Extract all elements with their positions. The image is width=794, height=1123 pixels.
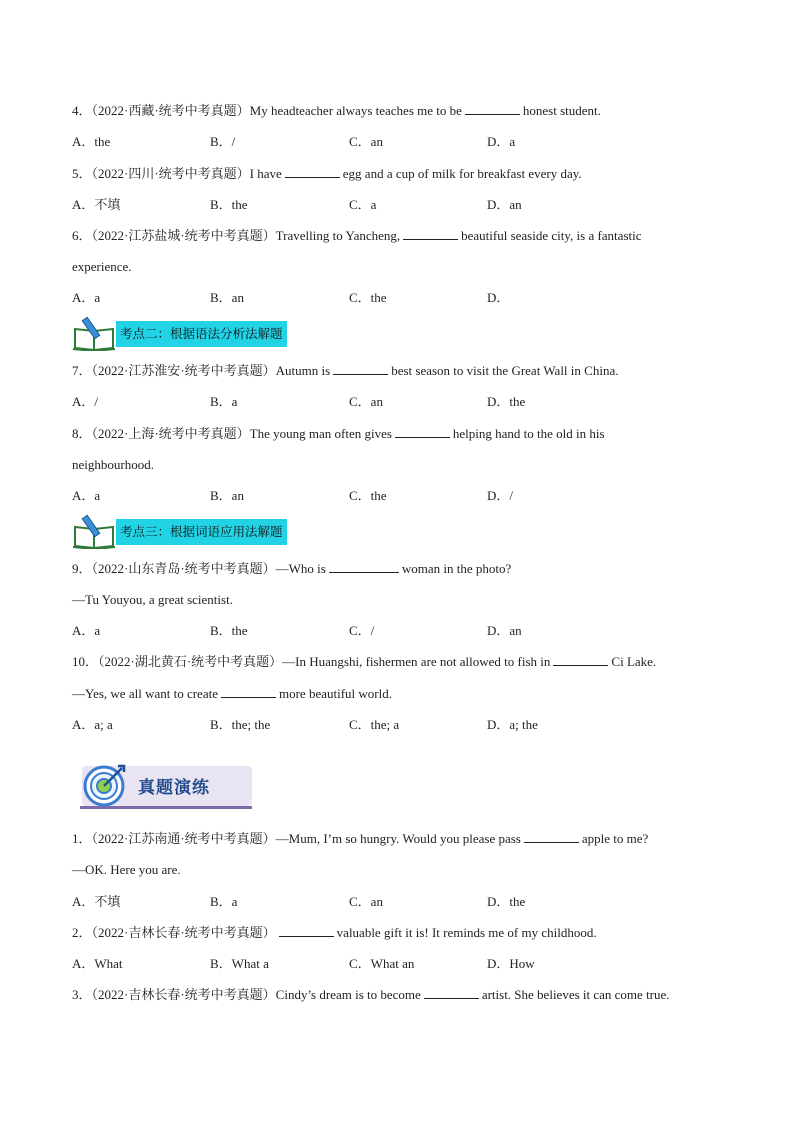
question-10 xyxy=(72,654,656,670)
question-7 xyxy=(72,363,618,379)
option-c: C．a xyxy=(349,197,377,212)
option-a: A．不填 xyxy=(72,894,121,909)
option-c: C．the xyxy=(349,488,387,503)
practice-title: 真题演练 xyxy=(138,778,210,798)
section-label: 考点二：根据语法分析法解题 xyxy=(116,321,287,347)
option-c: C．What an xyxy=(349,956,415,971)
option-d: D．a xyxy=(487,134,516,149)
option-d: D．the xyxy=(487,394,526,409)
question-stem-tail: beautiful seaside city, is a fantastic xyxy=(461,228,642,243)
book-pencil-icon xyxy=(72,315,118,351)
question-stem: 10．（2022·湖北黄石·统考中考真题）—In Huangshi, fishermen are not allowed to fish in xyxy=(72,654,551,669)
question-stem-tail: helping hand to the old in his xyxy=(452,426,605,441)
answer-blank xyxy=(285,166,340,178)
question-stem-tail: more beautiful world. xyxy=(278,686,392,701)
question-8 xyxy=(72,426,605,442)
option-d: D．a; the xyxy=(487,717,538,732)
question-9-line-2: —Tu Youyou, a great scientist. xyxy=(72,592,233,607)
question-10-line-2 xyxy=(72,686,392,702)
option-a: A．a; a xyxy=(72,717,113,732)
question-stem-tail: Ci Lake. xyxy=(611,654,657,669)
section-banner-3 xyxy=(72,513,302,549)
question-stem: —Yes, we all want to create xyxy=(72,686,218,701)
option-d: D．How xyxy=(487,956,535,971)
option-a: A．a xyxy=(72,290,101,305)
question-6-line-2: experience. xyxy=(72,259,132,274)
question-stem-tail: valuable gift it is! It reminds me of my childhood. xyxy=(336,925,597,940)
option-c: C．an xyxy=(349,894,383,909)
answer-blank xyxy=(524,831,579,843)
answer-blank xyxy=(553,654,608,666)
question-8-line-2: neighbourhood. xyxy=(72,457,154,472)
question-stem: 3．（2022·吉林长春·统考中考真题）Cindy’s dream is to become xyxy=(72,987,421,1002)
option-a: A．不填 xyxy=(72,197,121,212)
option-b: B．the; the xyxy=(210,717,271,732)
option-a: A．a xyxy=(72,488,101,503)
practice-banner xyxy=(72,760,252,810)
option-b: B．the xyxy=(210,197,248,212)
book-pencil-icon xyxy=(72,513,118,549)
answer-blank xyxy=(279,925,334,937)
target-icon xyxy=(82,762,128,808)
answer-blank xyxy=(424,987,479,999)
question-stem-tail: woman in the photo? xyxy=(401,561,512,576)
option-d: D． xyxy=(487,290,510,305)
option-b: B．a xyxy=(210,394,238,409)
option-c: C．an xyxy=(349,394,383,409)
question-stem-tail: artist. She believes it can come true. xyxy=(481,987,670,1002)
option-c: C．/ xyxy=(349,623,375,638)
option-b: B．What a xyxy=(210,956,269,971)
question-stem-tail: best season to visit the Great Wall in China. xyxy=(391,363,619,378)
answer-blank xyxy=(395,426,450,438)
question-4 xyxy=(72,103,601,119)
question-stem: 5．（2022·四川·统考中考真题）I have xyxy=(72,166,282,181)
option-a: A．/ xyxy=(72,394,99,409)
option-b: B．an xyxy=(210,488,244,503)
section-banner-2 xyxy=(72,315,302,351)
practice-question-3 xyxy=(72,987,670,1003)
question-stem: 6．（2022·江苏盐城·统考中考真题）Travelling to Yancheng, xyxy=(72,228,401,243)
question-stem: 9．（2022·山东青岛·统考中考真题）—Who is xyxy=(72,561,326,576)
answer-blank xyxy=(329,561,399,573)
option-d: D．an xyxy=(487,197,522,212)
question-stem: 7．（2022·江苏淮安·统考中考真题）Autumn is xyxy=(72,363,331,378)
answer-blank xyxy=(333,363,388,375)
option-b: B．/ xyxy=(210,134,236,149)
practice-question-1-line-2: —OK. Here you are. xyxy=(72,862,181,877)
option-c: C．an xyxy=(349,134,383,149)
option-d: D．/ xyxy=(487,488,514,503)
option-a: A．the xyxy=(72,134,111,149)
question-6 xyxy=(72,228,642,244)
question-stem: 2．（2022·吉林长春·统考中考真题） xyxy=(72,925,276,940)
option-b: B．an xyxy=(210,290,244,305)
answer-blank xyxy=(403,228,458,240)
question-5 xyxy=(72,166,582,182)
option-d: D．an xyxy=(487,623,522,638)
option-a: A．a xyxy=(72,623,101,638)
practice-question-1 xyxy=(72,831,648,847)
question-stem: 4．（2022·西藏·统考中考真题）My headteacher always teaches me to be xyxy=(72,103,462,118)
answer-blank xyxy=(465,103,520,115)
option-b: B．the xyxy=(210,623,248,638)
question-stem-tail: honest student. xyxy=(522,103,601,118)
option-a: A．What xyxy=(72,956,123,971)
practice-question-2 xyxy=(72,925,597,941)
answer-blank xyxy=(221,686,276,698)
question-stem: 1．（2022·江苏南通·统考中考真题）—Mum, I’m so hungry. Would you please pass xyxy=(72,831,521,846)
option-b: B．a xyxy=(210,894,238,909)
question-9 xyxy=(72,561,511,577)
question-stem-tail: apple to me? xyxy=(581,831,649,846)
question-stem: 8．（2022·上海·统考中考真题）The young man often gives xyxy=(72,426,392,441)
option-d: D．the xyxy=(487,894,526,909)
option-c: C．the; a xyxy=(349,717,400,732)
question-stem-tail: egg and a cup of milk for breakfast every day. xyxy=(342,166,582,181)
option-c: C．the xyxy=(349,290,387,305)
section-label: 考点三：根据词语应用法解题 xyxy=(116,519,287,545)
